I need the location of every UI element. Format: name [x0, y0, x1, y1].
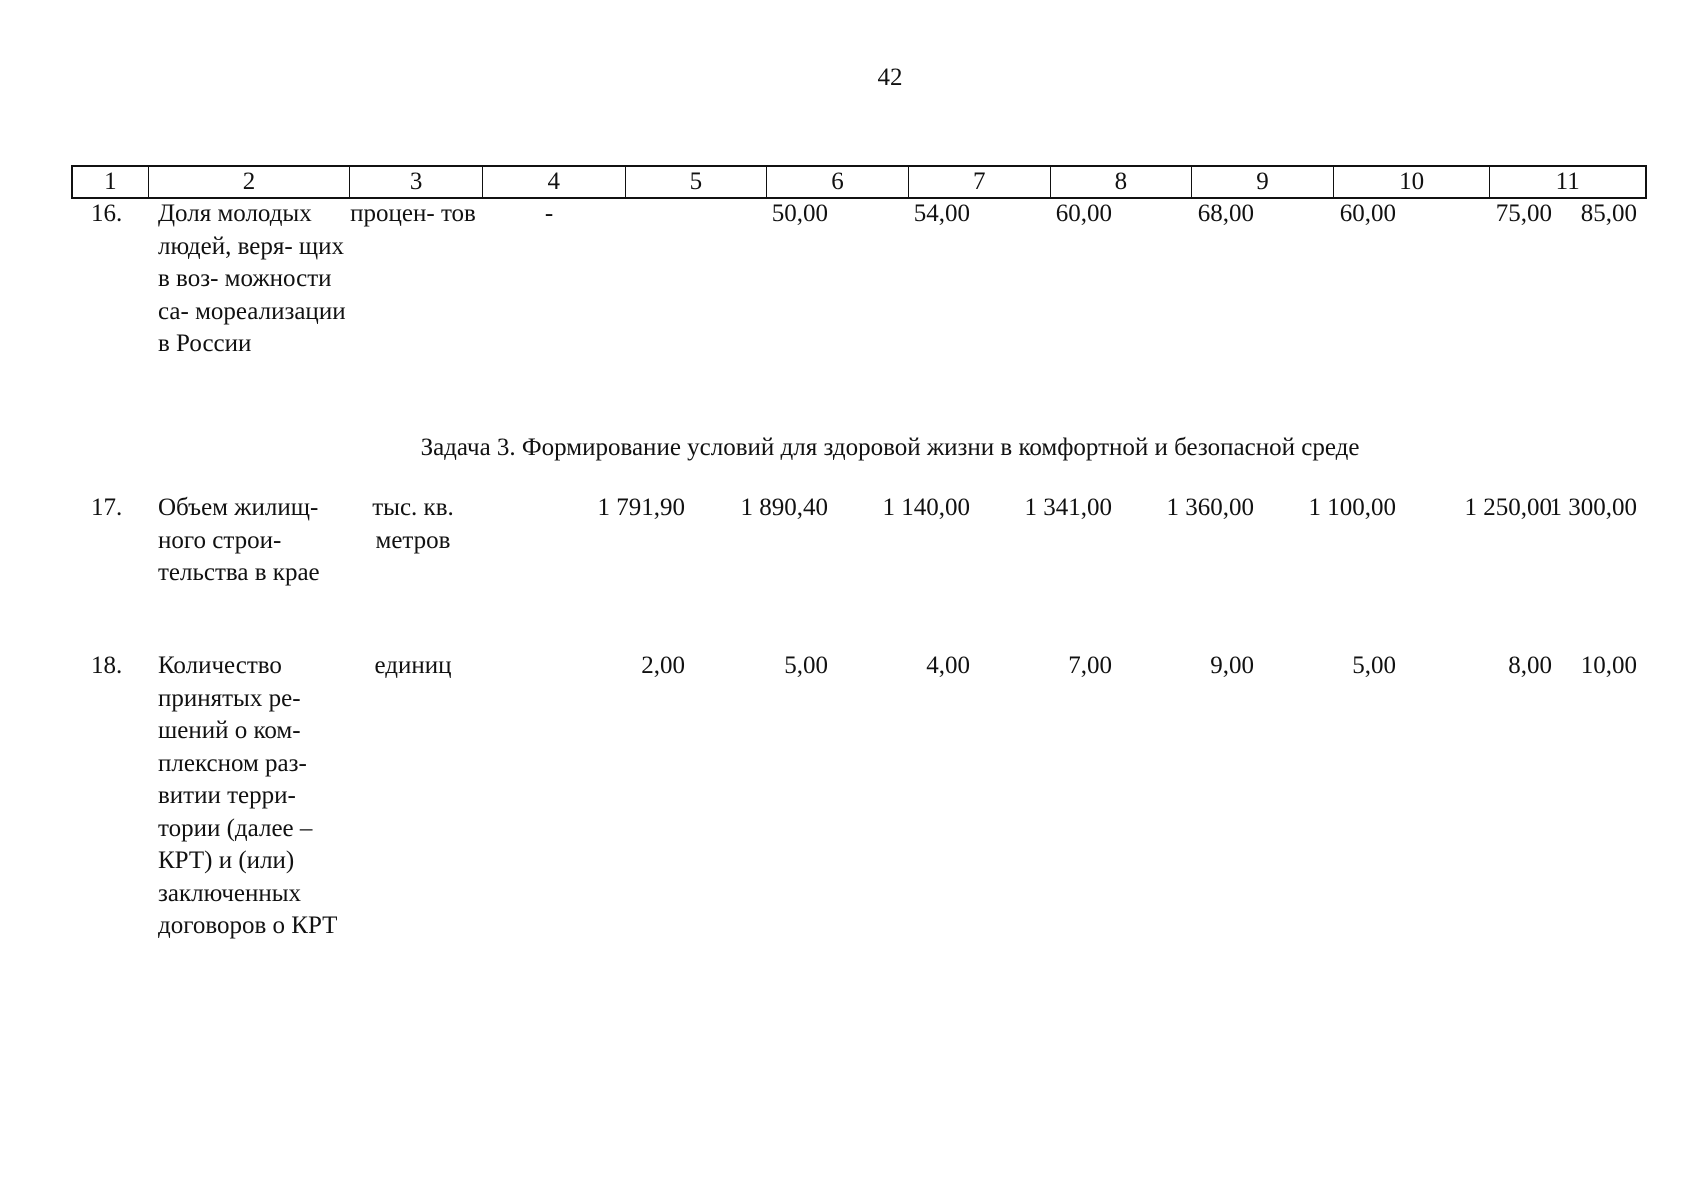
indicator-name: Доля молодых людей, веря- щих в воз- можности са- мореализации в России: [158, 200, 346, 357]
value-col-11: 85,00: [1580, 200, 1637, 227]
indicator-name: Количество принятых ре- шений о ком- плексном раз- витии терри- тории (далее – КРТ) и (или) заключенных договоров о КРТ: [158, 652, 338, 939]
header-cell: 2: [149, 167, 350, 197]
value-col-10: 1 250,00: [1464, 494, 1552, 521]
value-col-10: 8,00: [1508, 652, 1552, 679]
value-col-9: 1 100,00: [1308, 494, 1396, 521]
value-col-4: 2,00: [641, 652, 685, 679]
value-col-8: 1 360,00: [1166, 494, 1254, 521]
value-col-6: 4,00: [926, 652, 970, 679]
value-col-6: 54,00: [913, 200, 970, 227]
header-cell: 6: [767, 167, 909, 197]
value-col-7: 7,00: [1068, 652, 1112, 679]
header-cell: 11: [1555, 168, 1580, 195]
header-cell: 1: [73, 167, 149, 197]
value-col-8: 9,00: [1210, 652, 1254, 679]
value-col-7: 1 341,00: [1024, 494, 1112, 521]
header-cell: 3: [350, 167, 483, 197]
unit-of-measure: процен- тов: [350, 200, 476, 227]
unit-of-measure: тыс. кв. метров: [372, 494, 454, 554]
row-number: 16.: [91, 200, 123, 227]
value-col-5: 5,00: [784, 652, 828, 679]
unit-of-measure: единиц: [374, 652, 452, 679]
header-cell: 9: [1192, 167, 1334, 197]
value-col-11: 1 300,00: [1549, 494, 1637, 521]
value-col-5: 1 890,40: [740, 494, 828, 521]
page-number: 42: [877, 64, 903, 91]
header-cell: 10: [1334, 167, 1491, 197]
indicator-name: Объем жилищ- ного строи- тельства в крае: [158, 494, 320, 586]
value-col-8: 68,00: [1197, 200, 1254, 227]
header-cell: 7: [909, 167, 1051, 197]
value-col-4: -: [544, 200, 554, 227]
row-number: 17.: [91, 494, 123, 521]
value-col-10: 75,00: [1495, 200, 1552, 227]
table-header-row: [71, 165, 1647, 199]
value-col-4: 1 791,90: [597, 494, 685, 521]
value-col-7: 60,00: [1055, 200, 1112, 227]
header-cell: 8: [1051, 167, 1193, 197]
value-col-11: 10,00: [1580, 652, 1637, 679]
value-col-6: 1 140,00: [882, 494, 970, 521]
value-col-5: 50,00: [771, 200, 828, 227]
task-title: Задача 3. Формирование условий для здоровой жизни в комфортной и безопасной среде: [420, 434, 1360, 461]
value-col-9: 5,00: [1352, 652, 1396, 679]
header-cell: 4: [483, 167, 626, 197]
row-number: 18.: [91, 652, 123, 679]
value-col-9: 60,00: [1339, 200, 1396, 227]
header-cell: 5: [626, 167, 768, 197]
